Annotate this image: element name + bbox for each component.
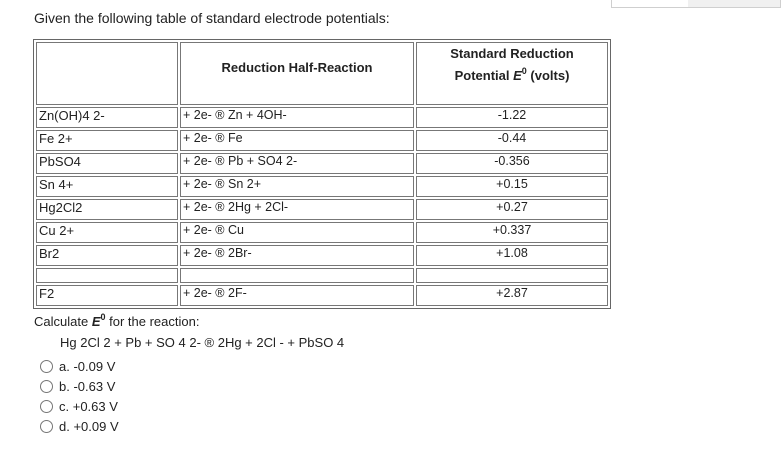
reaction-cell	[180, 222, 414, 243]
potential-text: +0.15	[496, 177, 528, 191]
reaction-cell	[180, 285, 414, 306]
option-b[interactable]	[40, 376, 119, 396]
reaction-cell	[180, 153, 414, 174]
reaction-text: + 2e- ® 2Br-	[183, 246, 252, 260]
table-row	[36, 222, 608, 243]
reaction-text: + 2e- ® Fe	[183, 131, 243, 145]
potential-cell	[416, 285, 608, 306]
potential-cell	[416, 245, 608, 266]
reaction-text: + 2e- ® Zn + 4OH-	[183, 108, 287, 122]
header-potential-line1: Standard Reduction	[450, 46, 574, 61]
reaction-cell	[180, 107, 414, 128]
header-potential-line2: Potential	[454, 68, 510, 83]
radio-icon[interactable]	[40, 400, 53, 413]
question-calc: Calculate	[34, 314, 89, 329]
option-c[interactable]	[40, 396, 119, 416]
potential-cell	[416, 107, 608, 128]
potential-text: +1.08	[496, 246, 528, 260]
reaction-text: + 2e- ® Pb + SO4 2-	[183, 154, 298, 168]
potential-cell	[416, 176, 608, 197]
option-label: a. -0.09 V	[59, 358, 116, 374]
option-label: d. +0.09 V	[59, 418, 119, 434]
species-cell	[36, 285, 178, 306]
reaction-cell	[180, 176, 414, 197]
table-row	[36, 130, 608, 151]
species-cell	[36, 199, 178, 220]
radio-icon[interactable]	[40, 420, 53, 433]
potential-text: -0.44	[497, 131, 527, 145]
table-row	[36, 285, 608, 306]
potential-text: +0.337	[492, 223, 532, 237]
reaction-cell	[180, 199, 414, 220]
table-row	[36, 245, 608, 266]
species-cell	[36, 222, 178, 243]
species-text: F2	[39, 286, 55, 301]
species-cell	[36, 176, 178, 197]
species-cell	[36, 153, 178, 174]
answer-options	[40, 356, 119, 436]
reaction-text: + 2e- ® Cu	[183, 223, 244, 237]
potential-text: -0.356	[494, 154, 530, 168]
species-cell	[36, 107, 178, 128]
reaction-cell	[180, 130, 414, 151]
species-text: Br2	[39, 246, 60, 261]
species-text: Cu 2+	[39, 223, 75, 238]
table-row	[36, 176, 608, 197]
potential-symbol: E	[513, 68, 522, 83]
radio-icon[interactable]	[40, 360, 53, 373]
potential-text: +2.87	[496, 286, 528, 300]
potential-cell	[416, 199, 608, 220]
species-text: Hg2Cl2	[39, 200, 83, 215]
potential-sup: 0	[521, 66, 527, 76]
question-sup: 0	[100, 312, 106, 322]
species-text: Sn 4+	[39, 177, 74, 192]
empty-row	[36, 268, 608, 283]
table-header-row	[36, 42, 608, 105]
potential-cell	[416, 222, 608, 243]
table-row	[36, 107, 608, 128]
electrode-potential-table	[33, 39, 611, 309]
table-row	[36, 153, 608, 174]
potential-text: -1.22	[497, 108, 527, 122]
question-symbol: E	[91, 314, 101, 329]
header-reaction-cell: Reduction Half-Reaction	[180, 42, 414, 105]
reaction-text: + 2e- ® Sn 2+	[183, 177, 262, 191]
species-cell	[36, 245, 178, 266]
header-potential-unit: (volts)	[530, 68, 570, 83]
potential-cell	[416, 153, 608, 174]
table-row	[36, 199, 608, 220]
species-text: Fe 2+	[39, 131, 73, 146]
reaction-cell	[180, 245, 414, 266]
species-text: Zn(OH)4 2-	[39, 108, 105, 123]
option-a[interactable]	[40, 356, 119, 376]
species-cell	[36, 130, 178, 151]
intro-text: Given the following table of standard electrode potentials:	[34, 10, 390, 26]
species-text: PbSO4	[39, 154, 81, 169]
reaction-text: + 2e- ® 2Hg + 2Cl-	[183, 200, 289, 214]
potential-cell	[416, 130, 608, 151]
question-text	[34, 314, 199, 329]
option-d[interactable]	[40, 416, 119, 436]
option-label: c. +0.63 V	[59, 398, 118, 414]
reaction-equation: Hg 2Cl 2 + Pb + SO 4 2- ® 2Hg + 2Cl - + PbSO 4	[60, 335, 345, 350]
potential-text: +0.27	[496, 200, 528, 214]
radio-icon[interactable]	[40, 380, 53, 393]
top-input-box[interactable]	[611, 0, 781, 8]
option-label: b. -0.63 V	[59, 378, 116, 394]
reaction-text: + 2e- ® 2F-	[183, 286, 247, 300]
header-species-cell	[36, 42, 178, 105]
header-potential-cell	[416, 42, 608, 105]
question-suffix: for the reaction:	[109, 314, 200, 329]
